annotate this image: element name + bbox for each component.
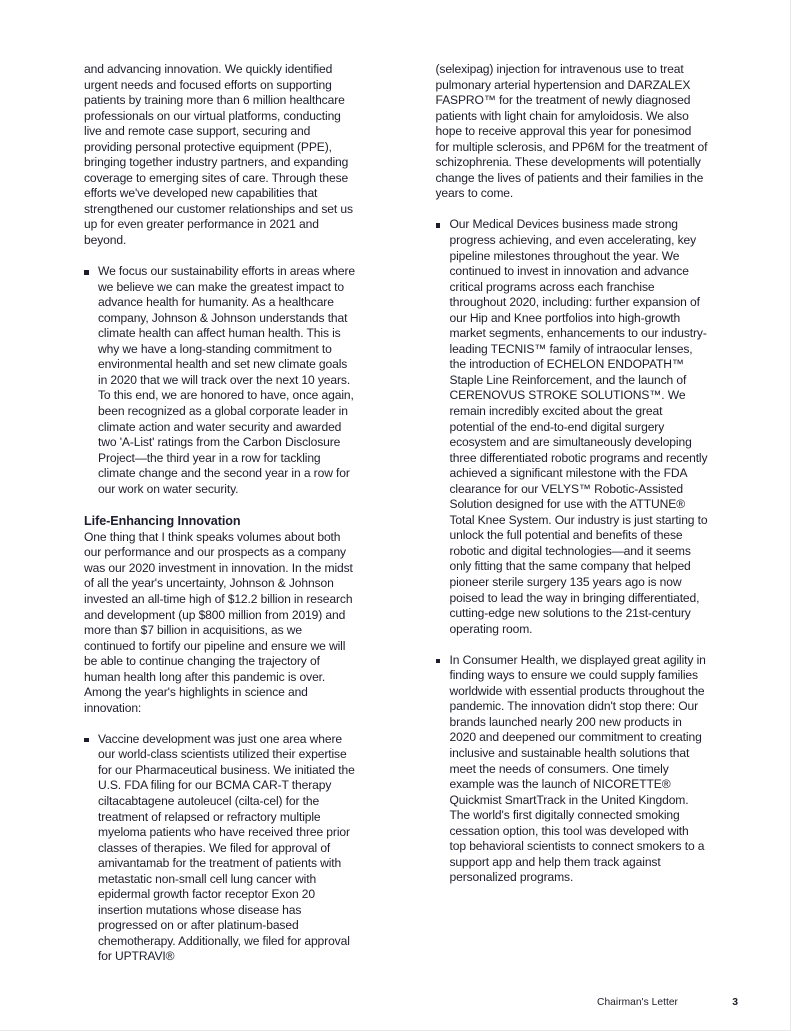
page-number: 3: [732, 997, 738, 1008]
two-column-body: [84, 62, 708, 965]
bullet-vaccine-text: Vaccine development was just one area where our world-class scientists utilized their expertise for our Pharmaceutical business. We initiated the U.S. FDA filing for our BCMA CAR-T therapy ciltacabtagene autoleucel (cilta-cel) for the treatment of relapsed or refractory multiple myeloma patients who have received three prior classes of therapies. We filed for approval of amivantamab for the treatment of patients with metastatic non-small cell lung cancer with epidermal growth factor receptor Exon 20 insertion mutations whose disease has progressed on or after platinum-based chemotherapy. Additionally, we filed for approval for UPTRAVI®: [98, 731, 355, 964]
page-footer: [84, 997, 738, 1008]
footer-section-label: Chairman's Letter: [597, 997, 678, 1008]
list-item: [84, 732, 357, 965]
square-bullet-icon: [436, 653, 450, 886]
left-continued-paragraph: and advancing innovation. We quickly identified urgent needs and focused efforts on supporting patients by training more than 6 million healthcare professionals on our virtual platforms, conducting live and remote case support, securing and providing personal protective equipment (PPE), bringing together industry partners, and expanding coverage to emerging sites of care. Through these efforts we've developed new capabilities that strengthened our customer relationships and set us up for even greater performance in 2021 and beyond.: [84, 62, 353, 248]
right-column: [436, 62, 709, 965]
left-column: [84, 62, 357, 965]
bullet-consumer-health-text: In Consumer Health, we displayed great agility in finding ways to ensure we could supply families worldwide with essential products throughout the pandemic. The innovation didn't stop there: Our brands launched nearly 200 new products in 2020 and deepened our commitment to creating inclusive and sustainable health solutions that meet the needs of consumers. One timely example was the launch of NICORETTE® Quickmist SmartTrack in the United Kingdom. The world's first digitally connected smoking cessation option, this tool was developed with top behavioral scientists to connect smokers to a support app and help them track against personalized programs.: [449, 652, 706, 885]
square-bullet-icon: [84, 264, 98, 497]
right-continued-paragraph: (selexipag) injection for intravenous use to treat pulmonary arterial hypertension and DARZALEX FASPRO™ for the treatment of newly diagnosed patients with light chain for amyloidosis. We also hope to receive approval this year for ponesimod for multiple sclerosis, and PP6M for the treatment of schizophrenia. These developments will potentially change the lives of patients and their families in the years to come.: [435, 62, 708, 201]
list-item: [84, 264, 357, 497]
square-bullet-icon: [84, 732, 98, 965]
list-item: [436, 653, 709, 886]
bullet-sustainability-text: We focus our sustainability efforts in areas where we believe we can make the greatest impact to advance health for humanity. As a healthcare company, Johnson & Johnson understands that climate health can affect human health. This is why we have a long-standing commitment to environmental health and set new climate goals in 2020 that we will track over the next 10 years. To this end, we are honored to have, once again, been recognized as a global corporate leader in climate action and water security and awarded two 'A-List' ratings from the Carbon Disclosure Project—the third year in a row for tackling climate change and the second year in a row for our work on water security.: [98, 264, 356, 496]
square-bullet-icon: [436, 217, 450, 637]
list-item: [436, 217, 709, 637]
section-heading-life-enhancing-innovation: Life-Enhancing Innovation: [84, 513, 241, 528]
bullet-medical-devices-text: Our Medical Devices business made strong progress achieving, and even accelerating, key pipeline milestones throughout the year. We continued to invest in innovation and advance critical programs across each franchise throughout 2020, including: further expansion of our Hip and Knee portfolios into high-growth market segments, enhancements to our industry-leading TECNIS™ family of intraocular lenses, the introduction of ECHELON ENDOPATH™ Staple Line Reinforcement, and the launch of CERENOVUS STROKE SOLUTIONS™. We remain incredibly excited about the great potential of the end-to-end digital surgery ecosystem and are simultaneously developing three differentiated robotic programs and recently achieved a significant milestone with the FDA clearance for our VELYS™ Robotic-Assisted Solution designed for use with the ATTUNE® Total Knee System. Our industry is just starting to unlock the full potential and benefits of these robotic and digital technologies—and it seems only fitting that the same company that helped pioneer sterile surgery 135 years ago is now poised to lead the way in bringing differentiated, cutting-edge new solutions to the 21st-century operating room.: [449, 217, 708, 636]
innovation-paragraph: One thing that I think speaks volumes about both our performance and our prospects as a company was our 2020 investment in innovation. In the midst of all the year's uncertainty, Johnson & Johnson invested an all-time high of $12.2 billion in research and development (up $800 million from 2019) and more than $7 billion in acquisitions, as we continued to fortify our pipeline and ensure we will be able to continue changing the trajectory of human health long after this pandemic is over. Among the year's highlights in science and innovation:: [84, 529, 353, 715]
